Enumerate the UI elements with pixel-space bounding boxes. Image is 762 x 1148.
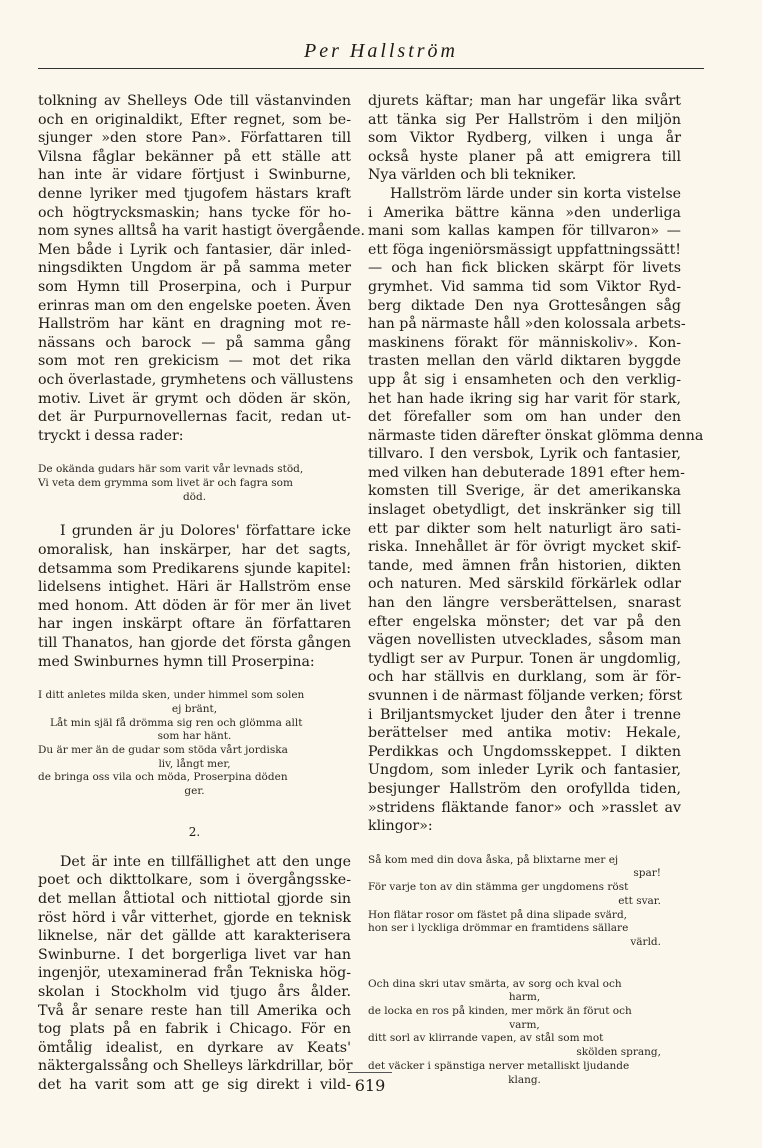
paragraph [38, 522, 351, 671]
quote-line: Så kom med din dova åska, på blixtarne mer ej [368, 853, 619, 866]
text-line: har ingen inskärpt oftare än författaren [38, 616, 351, 633]
quote-line: Och dina skri utav smärta, av sorg och kval och [368, 977, 622, 990]
text-line: mani som kallas kampen för tillvaron» — [368, 223, 681, 240]
quote-line: I ditt anletes milda sken, under himmel som solen [38, 689, 305, 702]
text-line: komsten till Sverige, är det amerikanska [368, 483, 681, 500]
text-line: det ha varit som att ge sig direkt i vild- [38, 1076, 351, 1093]
paragraph [368, 92, 681, 185]
footer-rule [348, 1072, 392, 1073]
text-line: också hyste planer på att emigrera till [368, 148, 681, 165]
text-line: nässans och barock — på samma gång [38, 334, 351, 351]
text-line: och högtrycksmaskin; hans tycke för ho- [38, 204, 351, 221]
text-line: upp åt sig i ensamheten och den verklig- [368, 371, 681, 388]
quote-line: Vi veta dem grymma som livet är och fagra som [38, 476, 293, 489]
text-line: motiv. Livet är grymt och döden är skön, [38, 390, 351, 407]
quote-line: Du är mer än de gudar som stöda vårt jordiska [38, 743, 288, 756]
quote-line: De okända gudars här som varit vår levnads stöd, [38, 463, 304, 476]
text-line: tryckt i dessa rader: [38, 427, 184, 444]
quote-line: Låt min själ få drömma sig ren och glömma allt [50, 716, 303, 729]
quote-line: värld. [630, 935, 661, 948]
text-line: djurets käftar; man har ungefär lika svårt [368, 93, 681, 109]
quote-line: död. [182, 490, 207, 503]
text-line: i Briljantsmycket ljuder den åter i trenne [368, 706, 681, 723]
text-line: Ungdom, som inleder Lyrik och fantasier, [368, 762, 681, 779]
text-line: inslaget obetydligt, det inskränker sig till [368, 502, 681, 519]
text-line: som mot ren grekicism — mot det rika [38, 353, 351, 370]
text-line: som Viktor Rydberg, vilken i unga år [368, 130, 681, 147]
quote-line: ej bränt, [171, 702, 218, 715]
text-line: med honom. Att döden är för mer än livet [38, 597, 351, 614]
text-line: Det är inte en tillfällighet att den unge [60, 853, 351, 870]
quote-line: klang. [508, 1073, 541, 1086]
quote-line: spar! [633, 867, 661, 880]
right-column [368, 92, 704, 1087]
text-line: grymhet. Vid samma tid som Viktor Ryd- [368, 278, 681, 295]
text-line: och överlastade, grymhetens och vällustens [38, 371, 354, 388]
text-line: lidelsens intighet. Häri är Hallström ense [38, 579, 351, 596]
text-line: närmaste tiden därefter önskat glömma denna [368, 427, 704, 444]
block-quote [368, 978, 681, 1088]
quote-line: ger. [184, 785, 205, 798]
quote-line: Hon flätar rosor om fästet på dina slipade svärd, [368, 908, 628, 921]
text-line: och en originaldikt, Efter regnet, som be- [38, 111, 351, 128]
text-line: Perdikkas och Ungdomsskeppet. I dikten [368, 743, 681, 760]
text-line: svunnen i de närmast följande verken; först [368, 688, 683, 704]
text-line: vägen novellisten utvecklades, såsom man [368, 632, 681, 649]
text-line: Hallström har känt en dragning mot re- [38, 316, 351, 333]
quote-line: harm, [508, 991, 541, 1004]
quote-line: som har hänt. [157, 730, 232, 743]
text-line: det mellan åttiotal och nittiotal gjorde sin [38, 890, 351, 907]
text-line: trasten mellan den värld diktaren byggde [368, 353, 681, 370]
text-line: att tänka sig Per Hallström i den miljön [368, 111, 681, 128]
quote-line: varm, [509, 1018, 540, 1031]
text-line: i Amerika bättre känna »den underliga [368, 204, 681, 221]
text-line: tog plats på en fabrik i Chicago. För en [38, 1021, 351, 1038]
text-line: »stridens fläktande fanor» och »rasslet av [368, 799, 681, 816]
text-line: riska. Innehållet är för övrigt mycket skif- [368, 539, 681, 556]
paragraph [368, 185, 704, 836]
quote-line: skölden sprang, [576, 1046, 661, 1059]
block-quote [368, 854, 681, 950]
text-line: han den längre versberättelsen, snarast [368, 595, 681, 612]
text-line: tande, med ämnen från historien, dikten [368, 557, 681, 574]
text-line: denne lyriker med tjugofem hästars kraft [38, 185, 351, 202]
text-line: han inte är vidare förtjust i Swinburne, [38, 167, 351, 184]
text-line: röst hörd i vår vitterhet, gjorde en teknisk [38, 909, 351, 926]
text-line: till Thanatos, han gjorde det första gången [38, 634, 351, 651]
running-header: Per Hallström [304, 40, 458, 62]
text-line: och naturen. Med särskild förkärlek odlar [368, 576, 681, 593]
text-line: han på närmaste håll »den kolossala arbets- [368, 316, 686, 333]
text-line: klingor»: [368, 818, 433, 835]
section-number: 2. [188, 824, 201, 839]
text-line: som Hymn till Proserpina, och i Purpur [38, 278, 351, 295]
text-line: tillvaro. I den versbok, Lyrik och fantasier, [368, 446, 681, 463]
text-line: maskinens förakt för människoliv». Kon- [368, 334, 681, 351]
text-line: tydligt ser av Purpur. Tonen är ungdomlig, [368, 650, 681, 667]
text-line: besjunger Hallström den orofyllda tiden, [368, 780, 681, 797]
quote-line: de locka en ros på kinden, mer mörk än förut och [368, 1005, 632, 1018]
paragraph [38, 853, 351, 1095]
text-line: ningsdikten Ungdom är på samma meter [38, 260, 351, 277]
quote-line: ditt sorl av klirrande vapen, av stål som mot [368, 1032, 604, 1045]
text-line: ingenjör, utexaminerad från Tekniska hög- [38, 965, 351, 982]
header-rule [38, 68, 704, 69]
block-quote [38, 463, 351, 504]
text-line: detsamma som Predikarens sjunde kapitel: [38, 560, 351, 577]
text-line: Hallström lärde under sin korta vistelse [390, 185, 681, 202]
text-line: ett föga ingeniörsmässigt uppfattningssätt! [368, 241, 681, 258]
text-line: det är Purpurnovellernas facit, redan ut- [38, 409, 351, 426]
text-line: I grunden är ju Dolores' författare icke [60, 523, 351, 540]
text-line: berättelser med antika motiv: Hekale, [368, 725, 681, 742]
text-line: omoralisk, han inskärper, har det sagts, [38, 541, 351, 558]
text-line: skolan i Stockholm vid tjugo års ålder. [38, 983, 351, 1000]
text-line: med Swinburnes hymn till Proserpina: [38, 653, 315, 670]
quote-line: det väcker i spänstiga nerver metalliskt ljudande [368, 1059, 630, 1072]
text-line: het han hade ikring sig har varit för stark, [368, 390, 681, 407]
text-line: Men både i Lyrik och fantasier, där inled- [38, 241, 351, 258]
left-column [38, 92, 366, 1094]
text-line: poet och dikttolkare, som i övergångsske- [38, 872, 351, 889]
quote-line: liv, långt mer, [158, 757, 231, 770]
text-line: — och han fick blicken skärpt för livets [368, 260, 681, 277]
quote-line: de bringa oss vila och möda, Proserpina döden [38, 771, 288, 784]
text-line: näktergalssång och Shelleys lärkdrillar, bör [38, 1058, 353, 1075]
text-line: ett par dikter som helt naturligt äro sati- [368, 520, 681, 537]
page-number: 619 [354, 1076, 386, 1095]
quote-line: ett svar. [618, 894, 661, 907]
text-line: liknelse, när det gällde att karakterisera [38, 928, 351, 945]
text-line: ömtålig idealist, en dyrkare av Keats' [38, 1039, 351, 1056]
quote-line: För varje ton av din stämma ger ungdomens röst [368, 881, 629, 894]
paragraph [38, 92, 366, 445]
block-quote [38, 689, 351, 799]
text-line: tolkning av Shelleys Ode till västanvinden [38, 93, 351, 109]
text-line: med vilken han debuterade 1891 efter hem- [368, 464, 685, 481]
text-line: det förefaller som om han under den [368, 409, 681, 426]
quote-line: hon ser i lyckliga drömmar en framtidens sällare [368, 922, 629, 935]
text-line: efter engelska mönster; det var på den [368, 613, 681, 630]
text-line: Två år senare reste han till Amerika och [38, 1002, 351, 1019]
text-line: erinras man om den engelske poeten. Även [38, 297, 351, 314]
text-line: Nya världen och bli tekniker. [368, 167, 577, 184]
text-line: sjunger »den store Pan». Författaren till [38, 130, 351, 147]
text-line: och har ställvis en durklang, som är för- [368, 669, 681, 686]
text-line: berg diktade Den nya Grottesången såg [368, 297, 681, 314]
text-line: Swinburne. I det borgerliga livet var han [38, 946, 351, 963]
text-line: nom synes alltså ha varit hastigt övergående. [38, 223, 366, 240]
text-line: Vilsna fåglar bekänner på ett ställe att [38, 148, 351, 165]
